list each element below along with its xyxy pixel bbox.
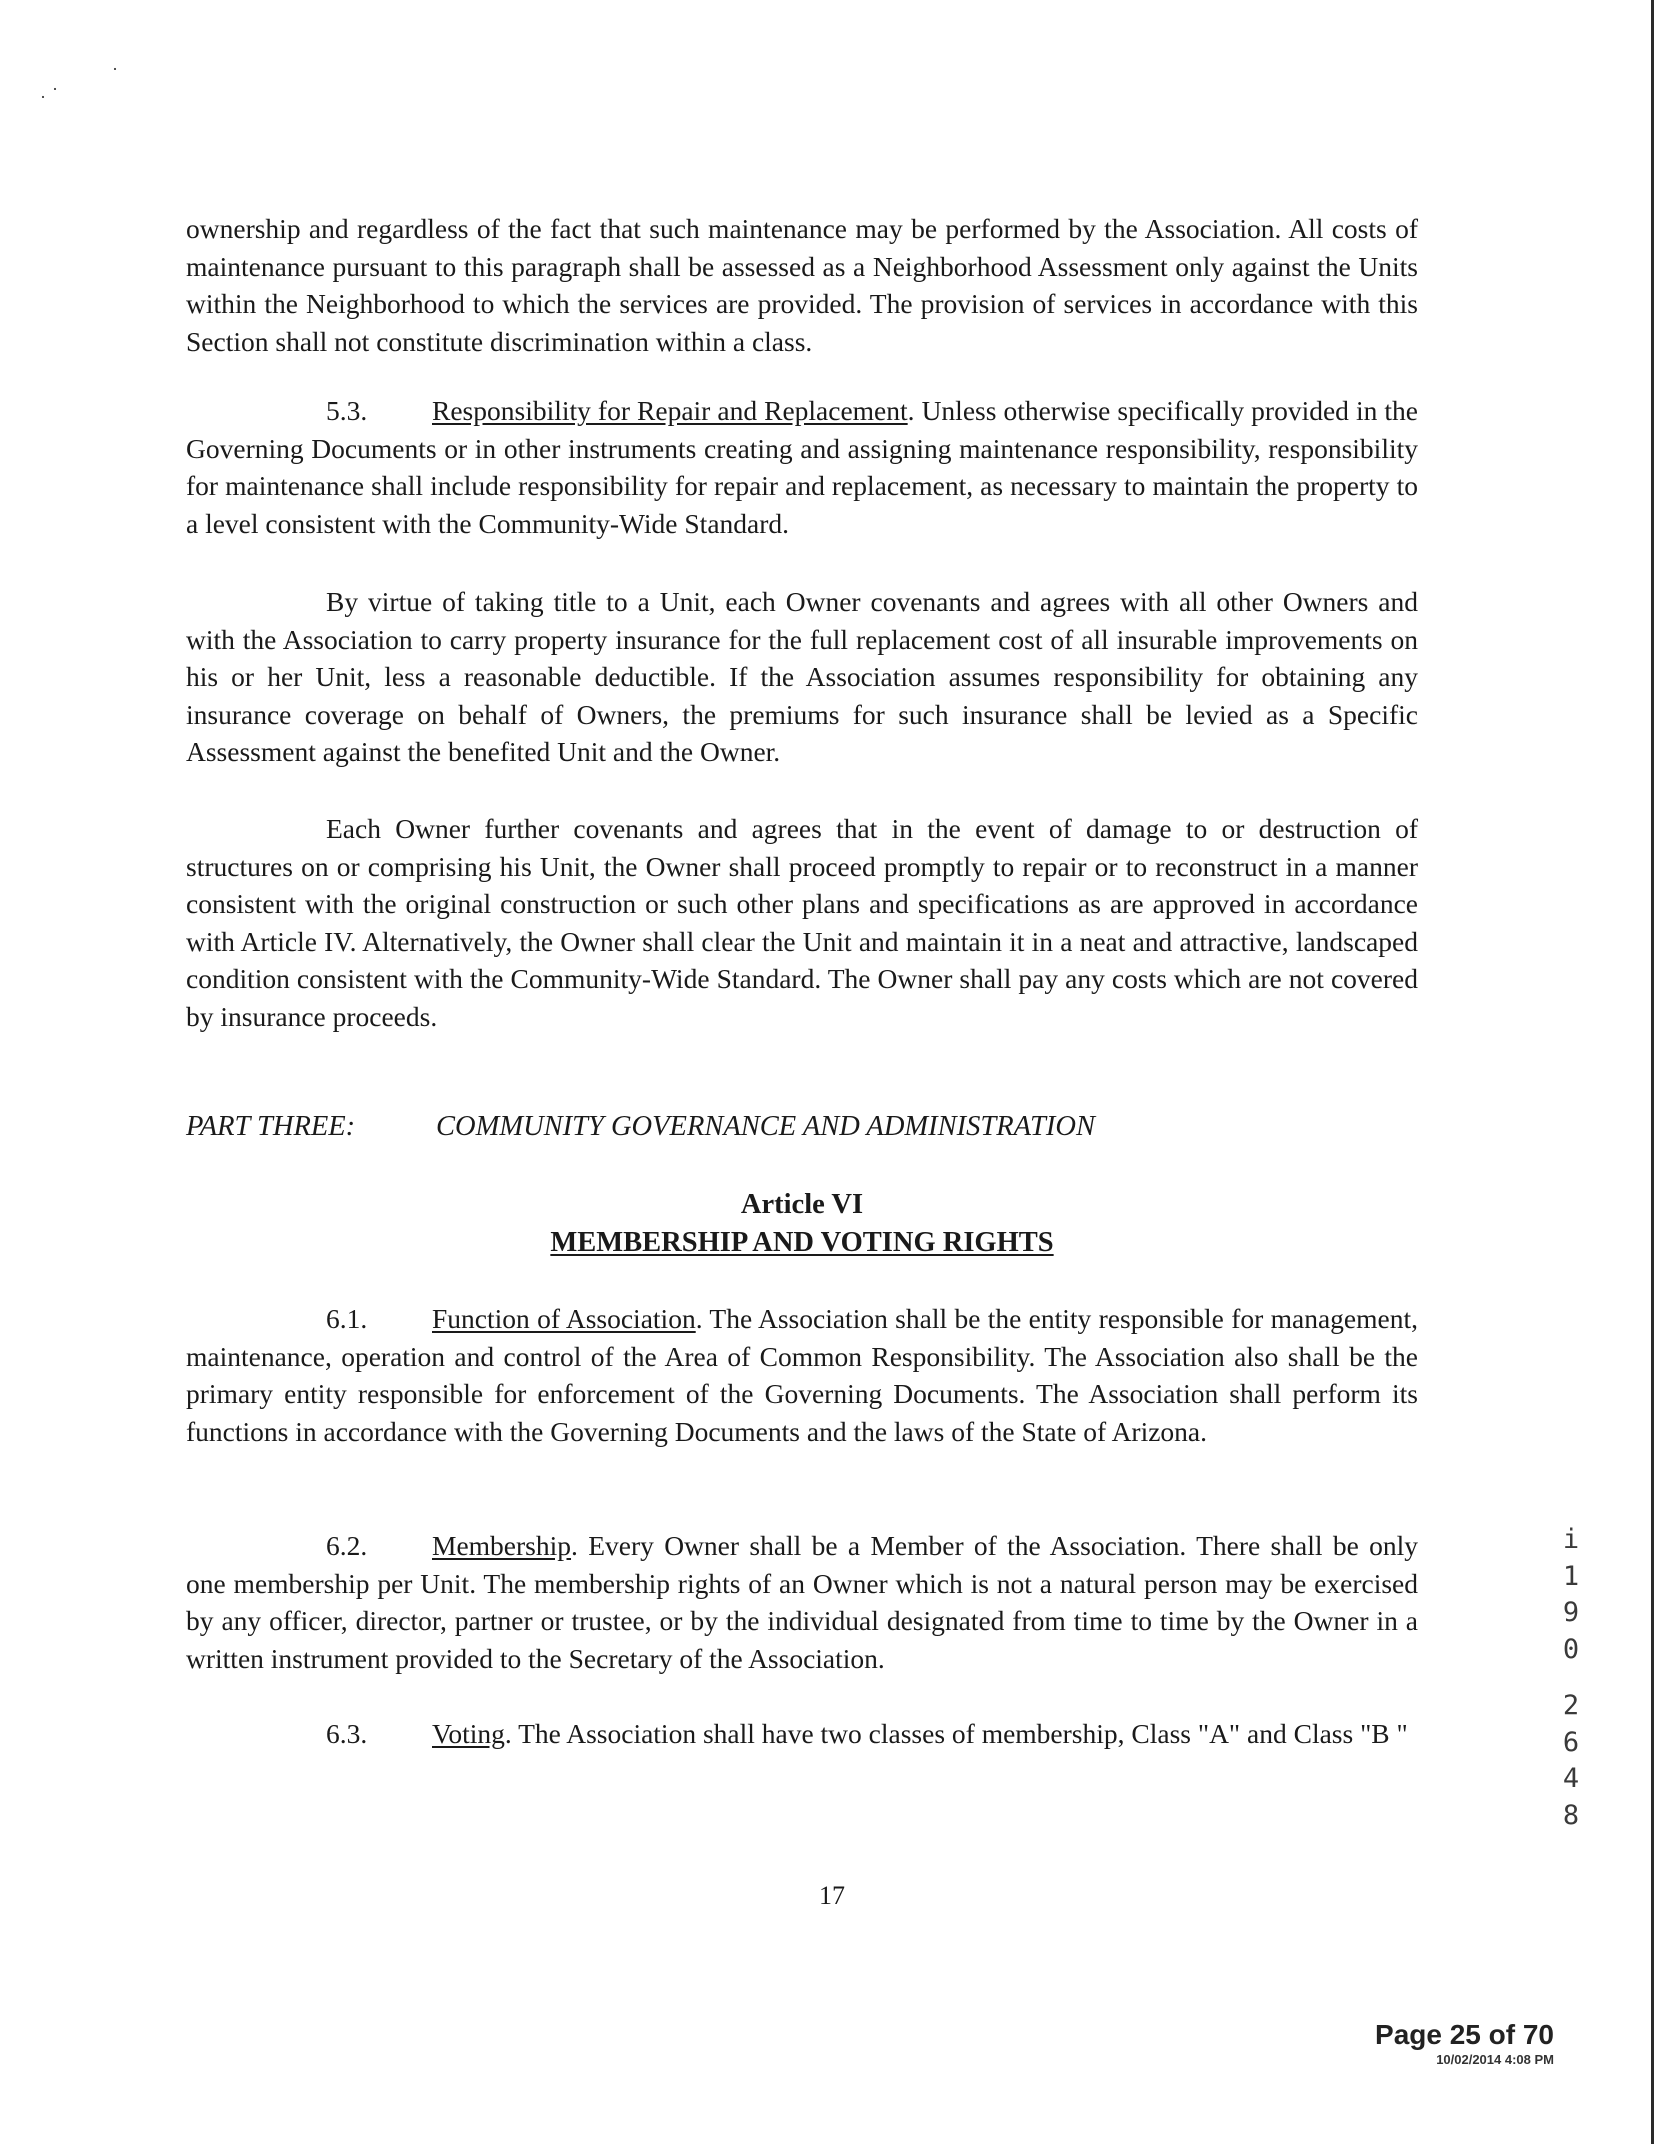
stamp-char: 8 (1562, 1799, 1580, 1831)
section-6-1 (186, 1300, 1418, 1450)
section-6-3 (186, 1715, 1418, 1753)
section-text: . Unless otherwise specifically provided in the Governing Documents or in other instruments creating and assigning maintenance responsibility, responsibility for maintenance shall include responsibility for repair and replacement, as necessary to maintain the property to a level consistent with the Community-Wide Standard. (186, 395, 1418, 539)
article-heading (186, 1186, 1418, 1262)
part-heading (186, 1108, 1418, 1146)
scan-speck-icon: · (112, 59, 118, 79)
scan-speck-icon: · (40, 87, 46, 107)
stamp-char: 0 (1562, 1633, 1580, 1665)
section-5-3 (186, 392, 1418, 542)
footer-page-count: Page 25 of 70 (1375, 2019, 1554, 2050)
stamp-char: 4 (1562, 1763, 1580, 1794)
section-paragraph (186, 1527, 1418, 1677)
paragraph-insurance (186, 583, 1418, 771)
stamp-char: 2 (1562, 1690, 1580, 1721)
stamp-char: 1 (1562, 1560, 1580, 1592)
part-title: COMMUNITY GOVERNANCE AND ADMINISTRATION (436, 1111, 1095, 1142)
stamp-char: i (1562, 1524, 1580, 1555)
stamp-gap (1560, 1668, 1582, 1688)
paragraph-text: Each Owner further covenants and agrees that in the event of damage to or destruction of structures on or comprising his Unit, the Owner shall proceed promptly to repair or to reconstruct in a manner consistent with the original construction or such other plans and specifications as are approved in accordance with Article IV. Alternatively, the Owner shall clear the Unit and maintain it in a neat and attractive, landscaped condition consistent with the Community-Wide Standard. The Owner shall pay any costs which are not covered by insurance proceeds. (186, 813, 1418, 1032)
section-number: 6.3. (326, 1718, 368, 1749)
part-label: PART THREE: (186, 1111, 356, 1142)
scan-speck-icon: · (52, 79, 58, 99)
stamp-char: 6 (1562, 1726, 1580, 1758)
section-6-2 (186, 1527, 1418, 1677)
stamp-char: 9 (1562, 1597, 1580, 1628)
section-number: 6.1. (326, 1303, 368, 1334)
section-number: 5.3. (326, 395, 368, 426)
paragraph-text: ownership and regardless of the fact that such maintenance may be performed by the Association. All costs of maintenance pursuant to this paragraph shall be assessed as a Neighborhood Assessment only against the Units within the Neighborhood to which the services are provided. The provision of services in accordance with this Section shall not constitute discrimination within a class. (186, 213, 1418, 357)
section-title: Voting (432, 1718, 505, 1749)
section-title: Responsibility for Repair and Replacement (432, 395, 908, 426)
section-text: . The Association shall be the entity responsible for management, maintenance, operation and control of the Area of Common Responsibility. The Association also shall be the primary entity responsible for enforcement of the Governing Documents. The Association shall perform its functions in accordance with the Governing Documents and the laws of the State of Arizona. (186, 1303, 1418, 1447)
section-text: . The Association shall have two classes of membership, Class "A" and Class "B " (504, 1718, 1408, 1749)
section-title: Membership (432, 1530, 572, 1561)
article-number: Article VI (740, 1189, 864, 1220)
article-title: MEMBERSHIP AND VOTING RIGHTS (550, 1227, 1054, 1258)
section-text: . Every Owner shall be a Member of the Association. There shall be only one membership per Unit. The membership rights of an Owner which is not a natural person may be exercised by any officer, director, partner or trustee, or by the individual designated from time to time by the Owner in a written instrument provided to the Secretary of the Association. (186, 1530, 1418, 1674)
recording-number-stamp (1560, 1522, 1582, 1834)
section-number: 6.2. (326, 1530, 368, 1561)
page-edge-line (1651, 0, 1654, 2144)
section-paragraph (186, 1300, 1418, 1450)
paragraph-continuation (186, 210, 1418, 360)
section-paragraph (186, 392, 1418, 542)
page-number: 17 (819, 1881, 845, 1910)
section-paragraph (186, 1715, 1418, 1753)
footer-timestamp: 10/02/2014 4:08 PM (1436, 2052, 1554, 2067)
paragraph-rebuild (186, 810, 1418, 1035)
paragraph-text: By virtue of taking title to a Unit, each Owner covenants and agrees with all other Owners and with the Association to carry property insurance for the full replacement cost of all insurable improvements on his or her Unit, less a reasonable deductible. If the Association assumes responsibility for obtaining any insurance coverage on behalf of Owners, the premiums for such insurance shall be levied as a Specific Assessment against the benefited Unit and the Owner. (186, 586, 1418, 767)
section-title: Function of Association (432, 1303, 696, 1334)
